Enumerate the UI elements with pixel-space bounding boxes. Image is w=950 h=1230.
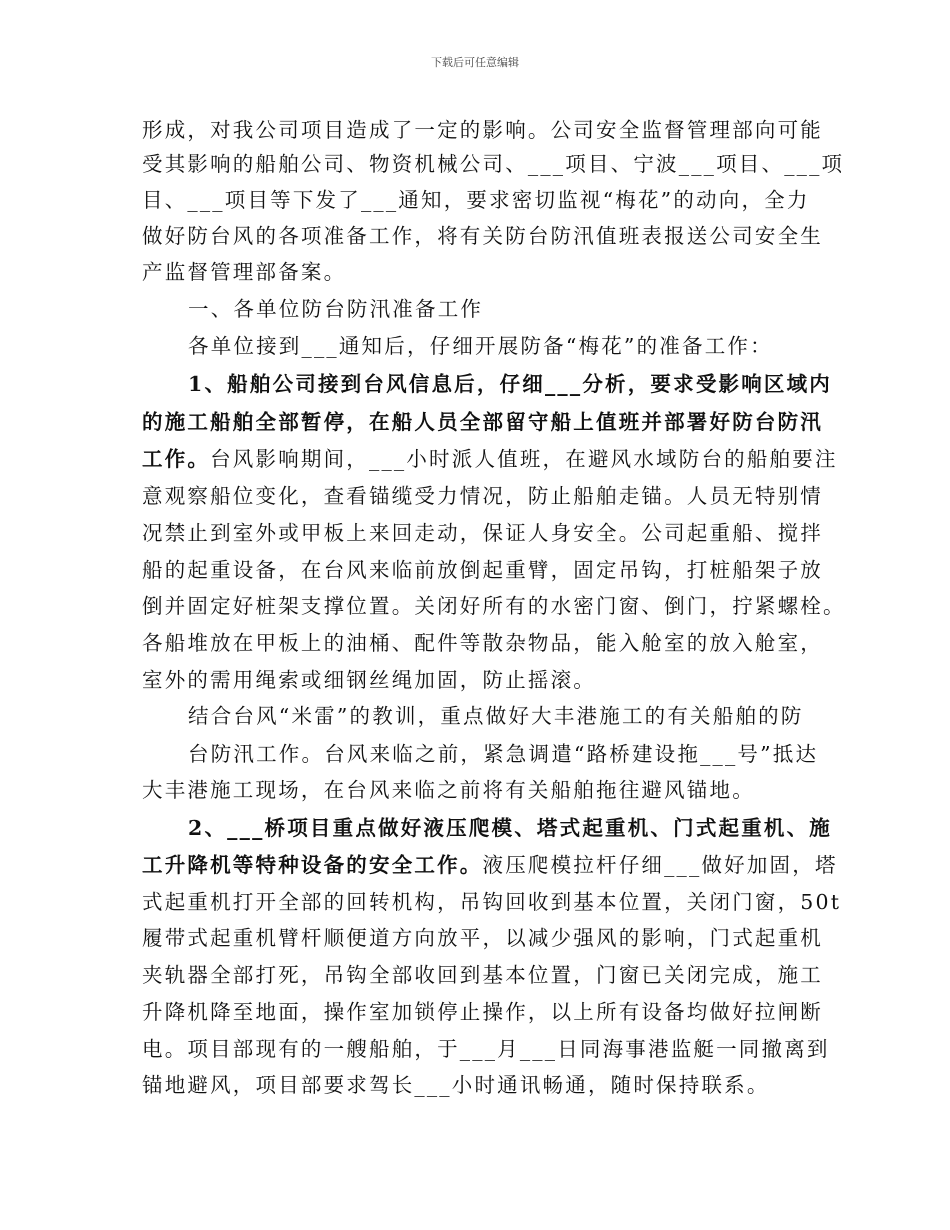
text-line — [142, 626, 823, 656]
text-line — [142, 255, 346, 285]
text-run: 式起重机打开全部的回转机构，吊钩回收到基本位置，关闭门窗，50t — [142, 890, 842, 914]
text-line — [142, 516, 823, 546]
text-run: 履带式起重机臂杆顺便道方向放平，以减少强风的影响，门式起重机 — [142, 926, 823, 950]
text-line — [142, 663, 596, 693]
text-line — [142, 405, 823, 435]
bold-text: 的施工船舶全部暂停，在船人员全部留守船上值班并部署好防台防汛 — [142, 410, 823, 434]
bold-text: 1、船舶公司接到台风信息后，仔细___分析，要求受影响区域内 — [188, 372, 833, 396]
text-run: 产监督管理部备案。 — [142, 260, 347, 284]
text-line — [142, 479, 823, 509]
bold-text: 2、___桥项目重点做好液压爬模、塔式起重机、门式起重机、施 — [188, 816, 833, 840]
text-line — [142, 1068, 770, 1098]
text-line — [142, 147, 844, 177]
text-run: 形成，对我公司项目造成了一定的影响。公司安全监督管理部向可能 — [142, 118, 823, 142]
text-line — [142, 113, 823, 143]
text-run: 液压爬模拉杆仔细___做好加固，塔 — [482, 853, 838, 877]
text-run: 锚地避风，项目部要求驾长___小时通讯畅通，随时保持联系。 — [142, 1073, 770, 1097]
text-run: 况禁止到室外或甲板上来回走动，保证人身安全。公司起重船、搅拌 — [142, 521, 823, 545]
text-line — [188, 699, 804, 729]
text-run: 做好防台风的各项准备工作，将有关防台防汛值班表报送公司安全生 — [142, 224, 823, 248]
text-run: 一、各单位防台防汛准备工作 — [188, 297, 484, 321]
text-line — [188, 811, 832, 841]
text-line — [142, 589, 846, 619]
text-run: 台防汛工作。台风来临之前，紧急调遣“路桥建设拖___号”抵达 — [188, 742, 819, 766]
text-run: 船的起重设备，在台风来临前放倒起重臂，固定吊钩，打桩船架子放 — [142, 558, 823, 582]
text-line — [188, 292, 483, 322]
text-run: 受其影响的船舶公司、物资机械公司、___项目、宁波___项目、___项 — [142, 152, 845, 176]
text-line — [142, 773, 755, 803]
text-line — [142, 553, 823, 583]
text-line — [142, 219, 823, 249]
text-run: 大丰港施工现场，在台风来临之前将有关船舶拖往避风锚地。 — [142, 778, 755, 802]
text-run: 倒并固定好桩架支撑位置。关闭好所有的水密门窗、倒门，拧紧螺栓。 — [142, 594, 846, 618]
text-line — [142, 442, 838, 472]
text-run: 各船堆放在甲板上的油桶、配件等散杂物品，能入舱室的放入舱室， — [142, 631, 823, 655]
text-line — [142, 848, 838, 878]
text-line — [142, 885, 841, 915]
text-line — [142, 921, 823, 951]
text-line — [142, 183, 810, 213]
text-run: 各单位接到___通知后，仔细开展防备“梅花”的准备工作： — [188, 334, 773, 358]
text-run: 室外的需用绳索或细钢丝绳加固，防止摇滚。 — [142, 668, 596, 692]
bold-text: 工作。 — [142, 447, 211, 471]
text-line — [142, 1032, 830, 1062]
text-run: 意观察船位变化，查看锚缆受力情况，防止船舶走锚。人员无特别情 — [142, 484, 823, 508]
text-run: 台风影响期间，___小时派人值班，在避风水域防台的船舶要注 — [210, 447, 838, 471]
page-header: 下载后可任意编辑 — [431, 56, 519, 69]
text-run: 结合台风“米雷”的教训，重点做好大丰港施工的有关船舶的防 — [188, 704, 804, 728]
text-line — [142, 995, 823, 1025]
text-line — [188, 737, 818, 767]
text-run: 夹轨器全部打死，吊钩全部收回到基本位置，门窗已关闭完成，施工 — [142, 963, 823, 987]
bold-text: 工升降机等特种设备的安全工作。 — [142, 853, 483, 877]
text-run: 电。项目部现有的一艘船舶，于___月___日同海事港监艇一同撤离到 — [142, 1037, 830, 1061]
text-line — [188, 329, 773, 359]
text-run: 目、___项目等下发了___通知，要求密切监视“梅花”的动向，全力 — [142, 188, 810, 212]
text-line — [188, 367, 832, 397]
text-line — [142, 958, 823, 988]
text-run: 升降机降至地面，操作室加锁停止操作，以上所有设备均做好拉闸断 — [142, 1000, 823, 1024]
